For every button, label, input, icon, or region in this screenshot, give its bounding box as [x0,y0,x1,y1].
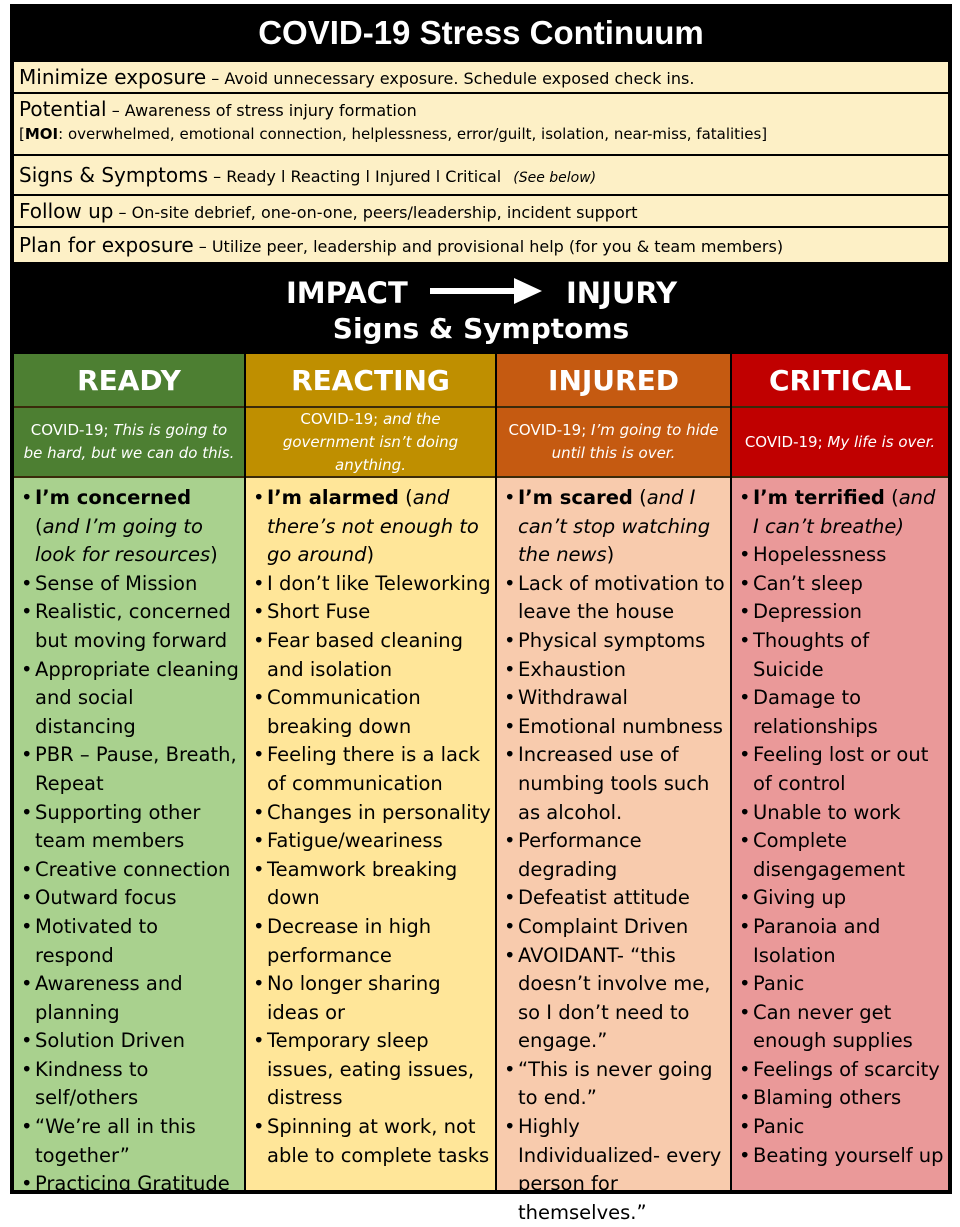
symptom-list [14,478,244,1199]
injury-label: INJURY [566,276,678,310]
list-item: • Can never get enough supplies [740,999,944,1056]
band-text: – Avoid unnecessary exposure. Schedule exposed check ins. [206,69,695,88]
list-item: • Feeling lost or out of control [740,741,944,798]
list-item: • Defeatist attitude [505,884,726,913]
list-item: • Creative connection [22,856,240,885]
list-item: • Changes in personality [254,799,491,828]
list-item: • Motivated to respond [22,913,240,970]
list-item: • Supporting other team members [22,799,240,856]
list-item: • Fatigue/weariness [254,827,491,856]
column-reacting [246,354,495,1190]
list-item: • Decrease in high performance [254,913,491,970]
symptom-list [246,478,495,1170]
list-item: • Panic [740,1113,944,1142]
list-item: • “This is never going to end.” [505,1056,726,1113]
list-item: • Physical symptoms [505,627,726,656]
list-item: • Unable to work [740,799,944,828]
list-item: • Feeling there is a lack of communication [254,741,491,798]
band-plan-for-exposure [14,228,948,262]
list-item: • Blaming others [740,1084,944,1113]
list-item: • Increased use of numbing tools such as alcohol. [505,741,726,827]
list-item: • Solution Driven [22,1027,240,1056]
list-item: • Realistic, concerned but moving forward [22,598,240,655]
band-signs-symptoms [14,156,948,194]
band-text: – On-site debrief, one-on-one, peers/leadership, incident support [113,203,638,222]
list-item: • Short Fuse [254,598,491,627]
signs-symptoms-heading: Signs & Symptoms [332,312,630,345]
list-item: • Practicing Gratitude [22,1170,240,1199]
list-item: • Performance degrading [505,827,726,884]
list-item: • Awareness and planning [22,970,240,1027]
list-item: • Beating yourself up [740,1142,944,1171]
list-item: • Outward focus [22,884,240,913]
list-item: • Highly Individualized- every person for themselves.” [505,1113,726,1227]
symptom-list [732,478,948,1170]
list-item: • Teamwork breaking down [254,856,491,913]
column-quote: COVID-19; This is going to be hard, but we can do this. [14,408,244,478]
list-item: • Temporary sleep issues, eating issues, distress [254,1027,491,1113]
list-item: • “We’re all in this together” [22,1113,240,1170]
right-arrow-icon [430,278,542,304]
list-item: • Paranoia and Isolation [740,913,944,970]
list-item-primary: • I’m alarmed (and there’s not enough to go around) [254,484,491,570]
list-item: • No longer sharing ideas or [254,970,491,1027]
list-item: • Thoughts of Suicide [740,627,944,684]
list-item: • Spinning at work, not able to complete tasks [254,1113,491,1170]
list-item: • Emotional numbness [505,713,726,742]
list-item: • Feelings of scarcity [740,1056,944,1085]
list-item: • Appropriate cleaning and social distancing [22,656,240,742]
list-item: • PBR – Pause, Breath, Repeat [22,741,240,798]
band-lead: Potential [19,97,107,121]
band-lead: Minimize exposure [19,65,207,89]
list-item: • Sense of Mission [22,570,240,599]
band-lead: Follow up [19,199,114,223]
list-item: • Withdrawal [505,684,726,713]
list-item: • Communication breaking down [254,684,491,741]
band-potential [14,94,948,154]
list-item-primary: • I’m terrified (and I can’t breathe) [740,484,944,541]
band-lead: Plan for exposure [19,233,194,257]
page-title: COVID-19 Stress Continuum [258,14,704,51]
column-heading: CRITICAL [732,354,948,408]
list-item: • Complaint Driven [505,913,726,942]
list-item: • Exhaustion [505,656,726,685]
column-quote: COVID-19; and the government isn’t doing anything. [246,408,495,478]
list-item: • Can’t sleep [740,570,944,599]
list-item: • Giving up [740,884,944,913]
column-critical [732,354,948,1190]
column-ready [14,354,244,1196]
impact-label: IMPACT [286,276,408,310]
band-text: – Awareness of stress injury formation [106,101,417,120]
band-text: – Utilize peer, leadership and provisional help (for you & team members) [193,237,784,256]
list-item: • AVOIDANT- “this doesn’t involve me, so I don’t need to engage.” [505,942,726,1056]
list-item: • Depression [740,598,944,627]
column-heading: READY [14,354,244,408]
band-see-below: (See below) [513,170,597,186]
list-item-primary: • I’m concerned (and I’m going to look for resources) [22,484,240,570]
band-lead: Signs & Symptoms [19,163,209,187]
band-follow-up [14,196,948,226]
list-item: • Kindness to self/others [22,1056,240,1113]
stress-continuum-chart [10,4,952,1224]
column-quote: COVID-19; I’m going to hide until this is over. [497,408,730,478]
band-minimize-exposure [14,62,948,92]
list-item: • Panic [740,970,944,999]
list-item: • Complete disengagement [740,827,944,884]
band-moi-note: [MOI: overwhelmed, emotional connection, helplessness, error/guilt, isolation, near-miss, fatalities] [19,125,768,143]
list-item: • Damage to relationships [740,684,944,741]
list-item: • Fear based cleaning and isolation [254,627,491,684]
symptom-list [497,478,730,1227]
column-injured [497,354,730,1224]
band-text: – Ready l Reacting l Injured l Critical [208,167,502,186]
column-heading: INJURED [497,354,730,408]
list-item: • I don’t like Teleworking [254,570,491,599]
list-item: • Hopelessness [740,541,944,570]
column-quote: COVID-19; My life is over. [732,408,948,478]
column-heading: REACTING [246,354,495,408]
list-item-primary: • I’m scared (and I can’t stop watching the news) [505,484,726,570]
list-item: • Lack of motivation to leave the house [505,570,726,627]
